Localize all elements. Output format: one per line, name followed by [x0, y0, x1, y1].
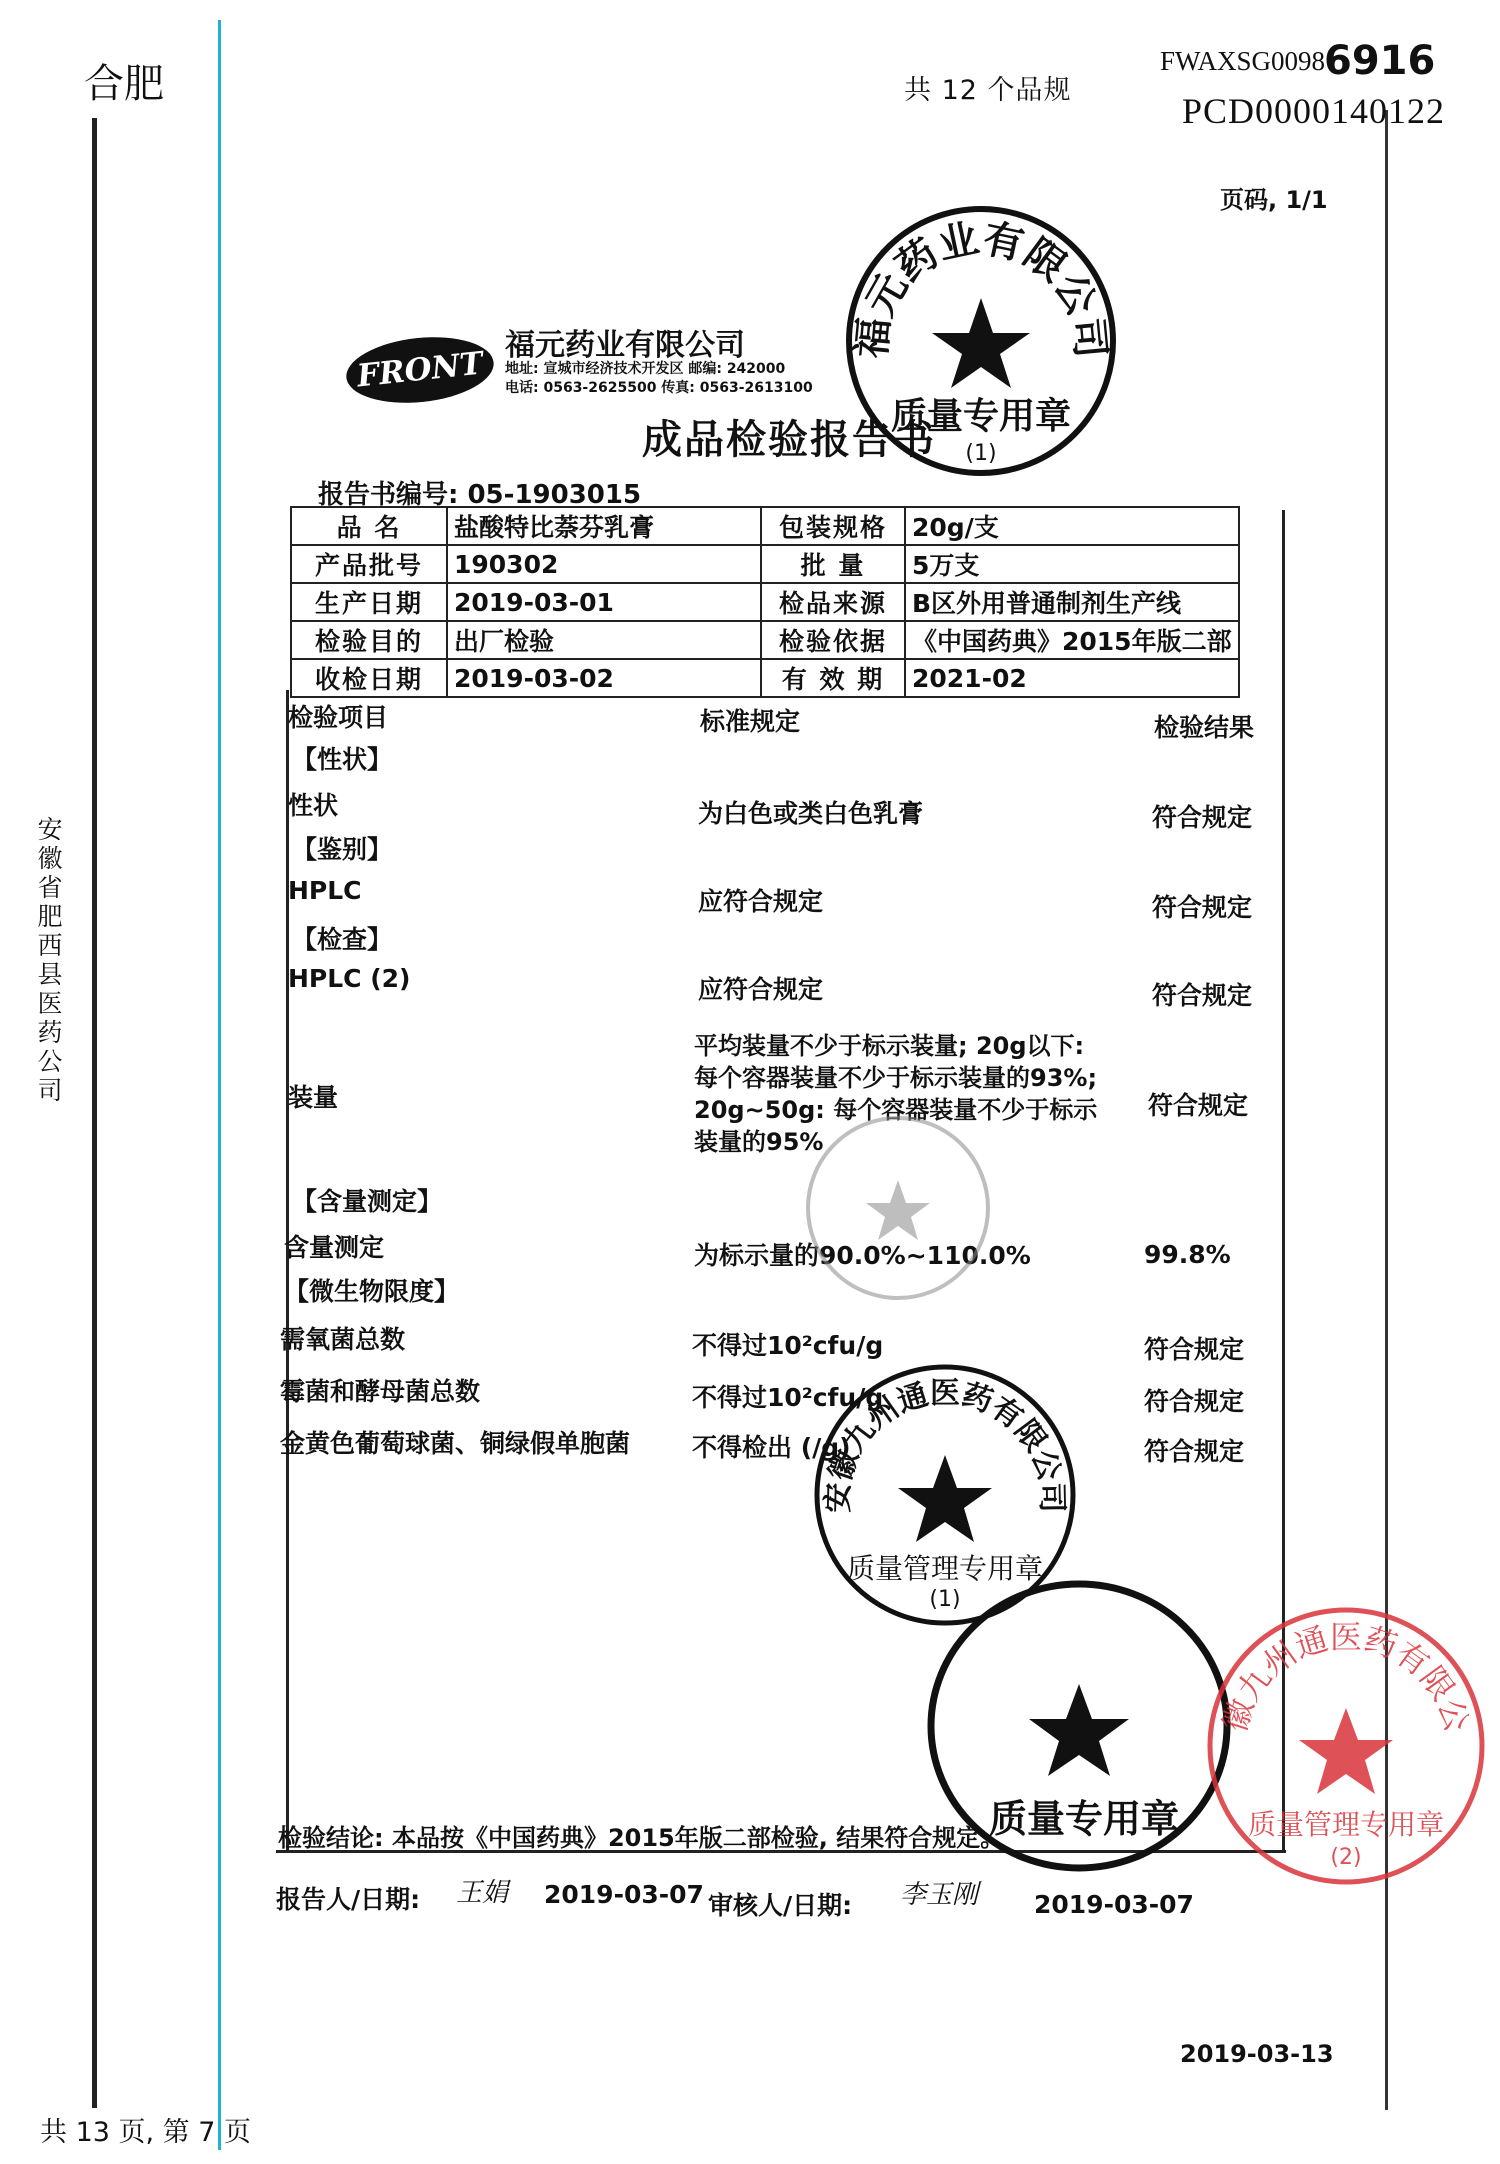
- test-result: 99.8%: [1144, 1240, 1231, 1269]
- info-value: 出厂检验: [447, 621, 761, 659]
- report-title: 成品检验报告书: [642, 417, 936, 463]
- reporter-date: 2019-03-07: [544, 1880, 704, 1909]
- test-standard-line: 装量的95%: [694, 1128, 824, 1156]
- column-header-item: 检验项目: [288, 703, 389, 732]
- table-row: [291, 621, 1239, 659]
- star-icon: [866, 1180, 930, 1240]
- test-item: HPLC (2): [288, 964, 411, 993]
- info-label: 收检日期: [291, 659, 447, 697]
- info-value: 2019-03-01: [447, 583, 761, 621]
- company-address: 地址: 宣城市经济技术开发区 邮编: 242000: [505, 361, 786, 377]
- product-info-table: [290, 506, 1240, 698]
- city-label: 合肥: [84, 61, 164, 107]
- stamp-company-text: 福元药业有限公司: [848, 215, 1114, 361]
- test-item: 金黄色葡萄球菌、铜绿假单胞菌: [280, 1429, 631, 1458]
- table-row: [291, 659, 1239, 697]
- faded-stamp: [798, 1108, 998, 1308]
- test-standard-line: 平均装量不少于标示装量; 20g以下:: [694, 1032, 1085, 1060]
- info-value: 盐酸特比萘芬乳膏: [447, 507, 761, 545]
- info-label: 检验目的: [291, 621, 447, 659]
- test-standard: 不得过10²cfu/g: [692, 1331, 884, 1360]
- company-logo: FRONT: [343, 330, 497, 409]
- fuyuan-quality-stamp-2: [924, 1576, 1234, 1876]
- info-label: 生产日期: [291, 583, 447, 621]
- info-value: 5万支: [905, 545, 1239, 583]
- test-standard: 不得过10²cfu/g: [692, 1383, 884, 1412]
- column-header-result: 检验结果: [1154, 713, 1255, 742]
- test-standard-line: 每个容器装量不少于标示装量的93%;: [694, 1064, 1098, 1092]
- info-label: 包装规格: [761, 507, 905, 545]
- stamp-purpose-text: 质量管理专用章: [846, 1552, 1044, 1585]
- stamp-company-text: 安徽九州通医药有限公司: [1183, 1570, 1477, 1737]
- test-standard: 为白色或类白色乳膏: [698, 799, 924, 828]
- jiuzhou-red-stamp: [1183, 1570, 1492, 1892]
- stamp-purpose-text: 质量管理专用章: [1247, 1808, 1445, 1841]
- left-scan-edge: [92, 118, 97, 2108]
- company-contact: [505, 360, 813, 398]
- info-label: 批 量: [761, 545, 905, 583]
- stamp-number-text: (1): [965, 441, 997, 466]
- test-standard-line: 20g~50g: 每个容器装量不少于标示: [694, 1096, 1098, 1124]
- tracking-code-2: PCD0000140122: [1182, 91, 1446, 131]
- test-result: 符合规定: [1152, 981, 1253, 1010]
- tracking-code-suffix: 6916: [1324, 38, 1436, 84]
- info-value: 2019-03-02: [447, 659, 761, 697]
- star-icon: [1299, 1708, 1393, 1794]
- stamp-company-text: 安徽九州通医药有限公司: [820, 1375, 1070, 1514]
- test-result: 符合规定: [1144, 1437, 1245, 1466]
- star-icon: [1029, 1684, 1129, 1776]
- stamp-purpose-text: 质量专用章: [890, 396, 1072, 437]
- section-heading: 【性状】: [292, 745, 393, 774]
- reviewer-date: 2019-03-07: [1034, 1890, 1194, 1919]
- section-heading: 【微生物限度】: [284, 1277, 460, 1306]
- inspection-conclusion: 检验结论: 本品按《中国药典》2015年版二部检验, 结果符合规定。: [278, 1824, 1005, 1852]
- table-row: [291, 545, 1239, 583]
- stamp-purpose-text: 质量专用章: [988, 1797, 1180, 1841]
- test-result: 符合规定: [1152, 893, 1253, 922]
- info-label: 有 效 期: [761, 659, 905, 697]
- info-label: 检品来源: [761, 583, 905, 621]
- section-heading: 【鉴别】: [292, 835, 393, 864]
- test-standard: 应符合规定: [698, 975, 824, 1004]
- test-item: 霉菌和酵母菌总数: [280, 1377, 481, 1406]
- test-result: 符合规定: [1144, 1387, 1245, 1416]
- reporter-signature: 王娟: [456, 1878, 509, 1908]
- test-item: HPLC: [288, 876, 362, 905]
- reviewer-label: 审核人/日期:: [708, 1891, 853, 1920]
- issue-date: 2019-03-13: [1180, 2040, 1334, 2068]
- reviewer-signature: 李玉刚: [900, 1880, 979, 1910]
- test-standard: 应符合规定: [698, 887, 824, 916]
- info-value: B区外用普通制剂生产线: [905, 583, 1239, 621]
- test-standard: 不得检出 (/g): [692, 1433, 851, 1462]
- test-result: 符合规定: [1144, 1335, 1245, 1364]
- section-heading: 【检查】: [292, 925, 393, 954]
- info-label: 品 名: [291, 507, 447, 545]
- margin-guide-line: [218, 20, 221, 2150]
- test-item: 含量测定: [284, 1233, 385, 1262]
- info-value: 20g/支: [905, 507, 1239, 545]
- page-counter: 共 13 页, 第 7 页: [40, 2117, 252, 2148]
- fuyuan-quality-stamp: [838, 198, 1124, 484]
- stamp-number-text: (2): [1330, 1845, 1362, 1870]
- table-row: [291, 583, 1239, 621]
- test-item: 需氧菌总数: [280, 1325, 406, 1354]
- info-value: 190302: [447, 545, 761, 583]
- test-result: 符合规定: [1148, 1091, 1249, 1120]
- company-phone: 电话: 0563-2625500 传真: 0563-2613100: [505, 380, 813, 396]
- tracking-code-prefix: FWAXSG0098: [1160, 46, 1326, 76]
- report-number: 05-1903015: [467, 480, 642, 510]
- column-header-standard: 标准规定: [700, 707, 801, 736]
- side-company-text: 安徽省肥西县医药公司: [34, 816, 63, 1106]
- table-row: [291, 507, 1239, 545]
- info-label: 产品批号: [291, 545, 447, 583]
- results-frame-left: [286, 690, 289, 1850]
- report-number-label: 报告书编号:: [318, 480, 459, 510]
- page-code: 页码, 1/1: [1220, 186, 1328, 214]
- star-icon: [898, 1455, 992, 1542]
- stamp-number-text: (1): [929, 1587, 961, 1612]
- section-heading: 【含量测定】: [292, 1187, 443, 1216]
- test-result: 符合规定: [1152, 803, 1253, 832]
- info-value: 2021-02: [905, 659, 1239, 697]
- reporter-label: 报告人/日期:: [276, 1885, 421, 1914]
- product-count: 共 12 个品规: [904, 75, 1072, 106]
- test-standard: 为标示量的90.0%~110.0%: [694, 1241, 1031, 1270]
- company-name: 福元药业有限公司: [505, 328, 745, 363]
- info-value: 《中国药典》2015年版二部: [905, 621, 1239, 659]
- test-item: 装量: [288, 1083, 339, 1112]
- star-icon: [932, 298, 1030, 388]
- test-item: 性状: [288, 791, 339, 820]
- info-label: 检验依据: [761, 621, 905, 659]
